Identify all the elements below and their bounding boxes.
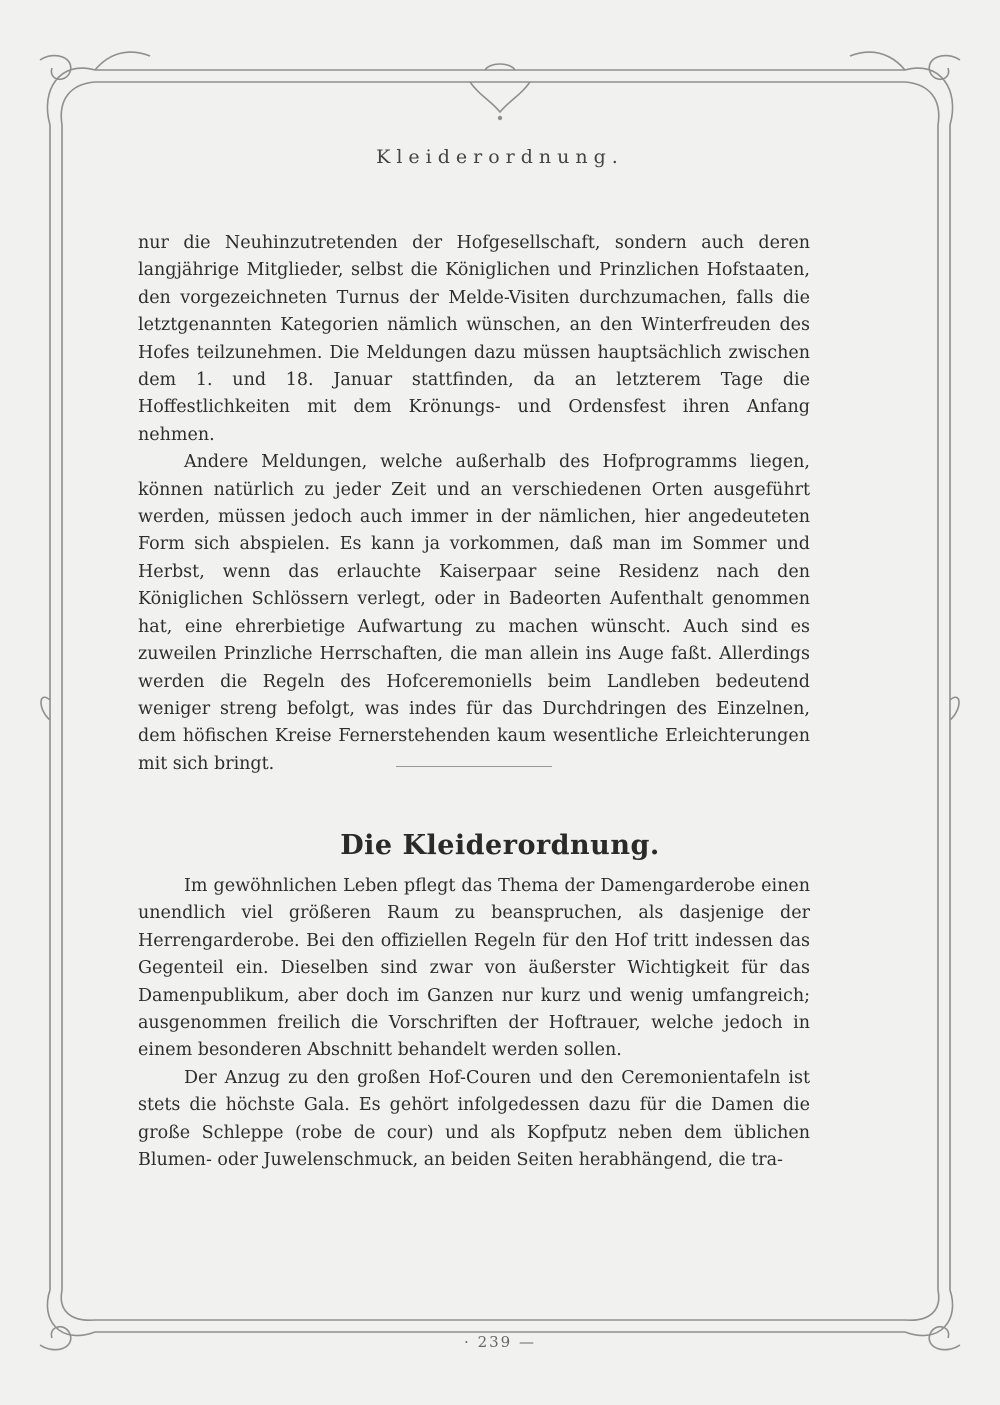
running-head: Kleiderordnung. <box>376 146 624 168</box>
paragraph: Andere Meldungen, welche außerhalb des Hofprogramms liegen, können natürlich zu jeder Zeit und an verschiedenen Orten ausgeführt werden, müssen jedoch auch immer in der nämlichen, hier angedeuteten Form sich abspielen. Es kann ja vorkommen, daß man im Sommer und Herbst, wenn das erlauchte Kaiserpaar seine Residenz nach den Königlichen Schlössern verlegt, oder in Badeorten Aufenthalt genommen hat, eine ehrerbietige Aufwartung zu machen wünscht. Auch sind es zuweilen Prinzliche Herrschaften, die man allein ins Auge faßt. Allerdings werden die Regeln des Hofceremoniells beim Landleben bedeutend weniger streng befolgt, was indes für das Durchdringen des Einzelnen, dem höfischen Kreise Fernerstehenden kaum wesentliche Erleichterungen mit sich bringt. <box>138 452 810 774</box>
page-number-value: 239 <box>477 1333 513 1351</box>
text-block-before <box>138 230 810 778</box>
page-number: · 239 — <box>464 1333 536 1351</box>
section-divider <box>396 766 552 767</box>
paragraph: Der Anzug zu den großen Hof-Couren und den Ceremonientafeln ist stets die höchste Gala. Es gehört infolgedessen dazu für die Damen die große Schleppe (robe de cour) und als Kopfputz neben dem üblichen Blumen- oder Juwelenschmuck, an beiden Seiten herabhängend, die tra- <box>138 1067 810 1171</box>
text-block-after <box>138 873 810 1174</box>
paragraph: Im gewöhnlichen Leben pflegt das Thema der Damengarderobe einen unendlich viel größeren Raum zu beanspruchen, als dasjenige der Herrengarderobe. Bei den offiziellen Regeln für den Hof tritt indessen das Gegenteil ein. Dieselben sind zwar von äußerster Wichtigkeit für das Damenpublikum, aber doch im Ganzen nur kurz und wenig umfangreich; ausgenommen freilich die Vorschriften der Hoftrauer, welche jedoch in einem besonderen Abschnitt behandelt werden sollen. <box>138 876 810 1061</box>
section-title: Die Kleiderordnung. <box>340 830 660 861</box>
paragraph: nur die Neuhinzutretenden der Hofgesellschaft, sondern auch deren langjährige Mitglieder, selbst die Königlichen und Prinzlichen Hofstaaten, den vorgezeichneten Turnus der Melde-Visiten durchzumachen, falls die letztgenannten Kategorien nämlich wünschen, an den Winterfreuden des Hofes teilzunehmen. Die Meldungen dazu müssen hauptsächlich zwischen dem 1. und 18. Januar stattfinden, da an letzterem Tage die Hoffestlichkeiten mit dem Krönungs- und Ordensfest ihren Anfang nehmen. <box>138 233 810 445</box>
